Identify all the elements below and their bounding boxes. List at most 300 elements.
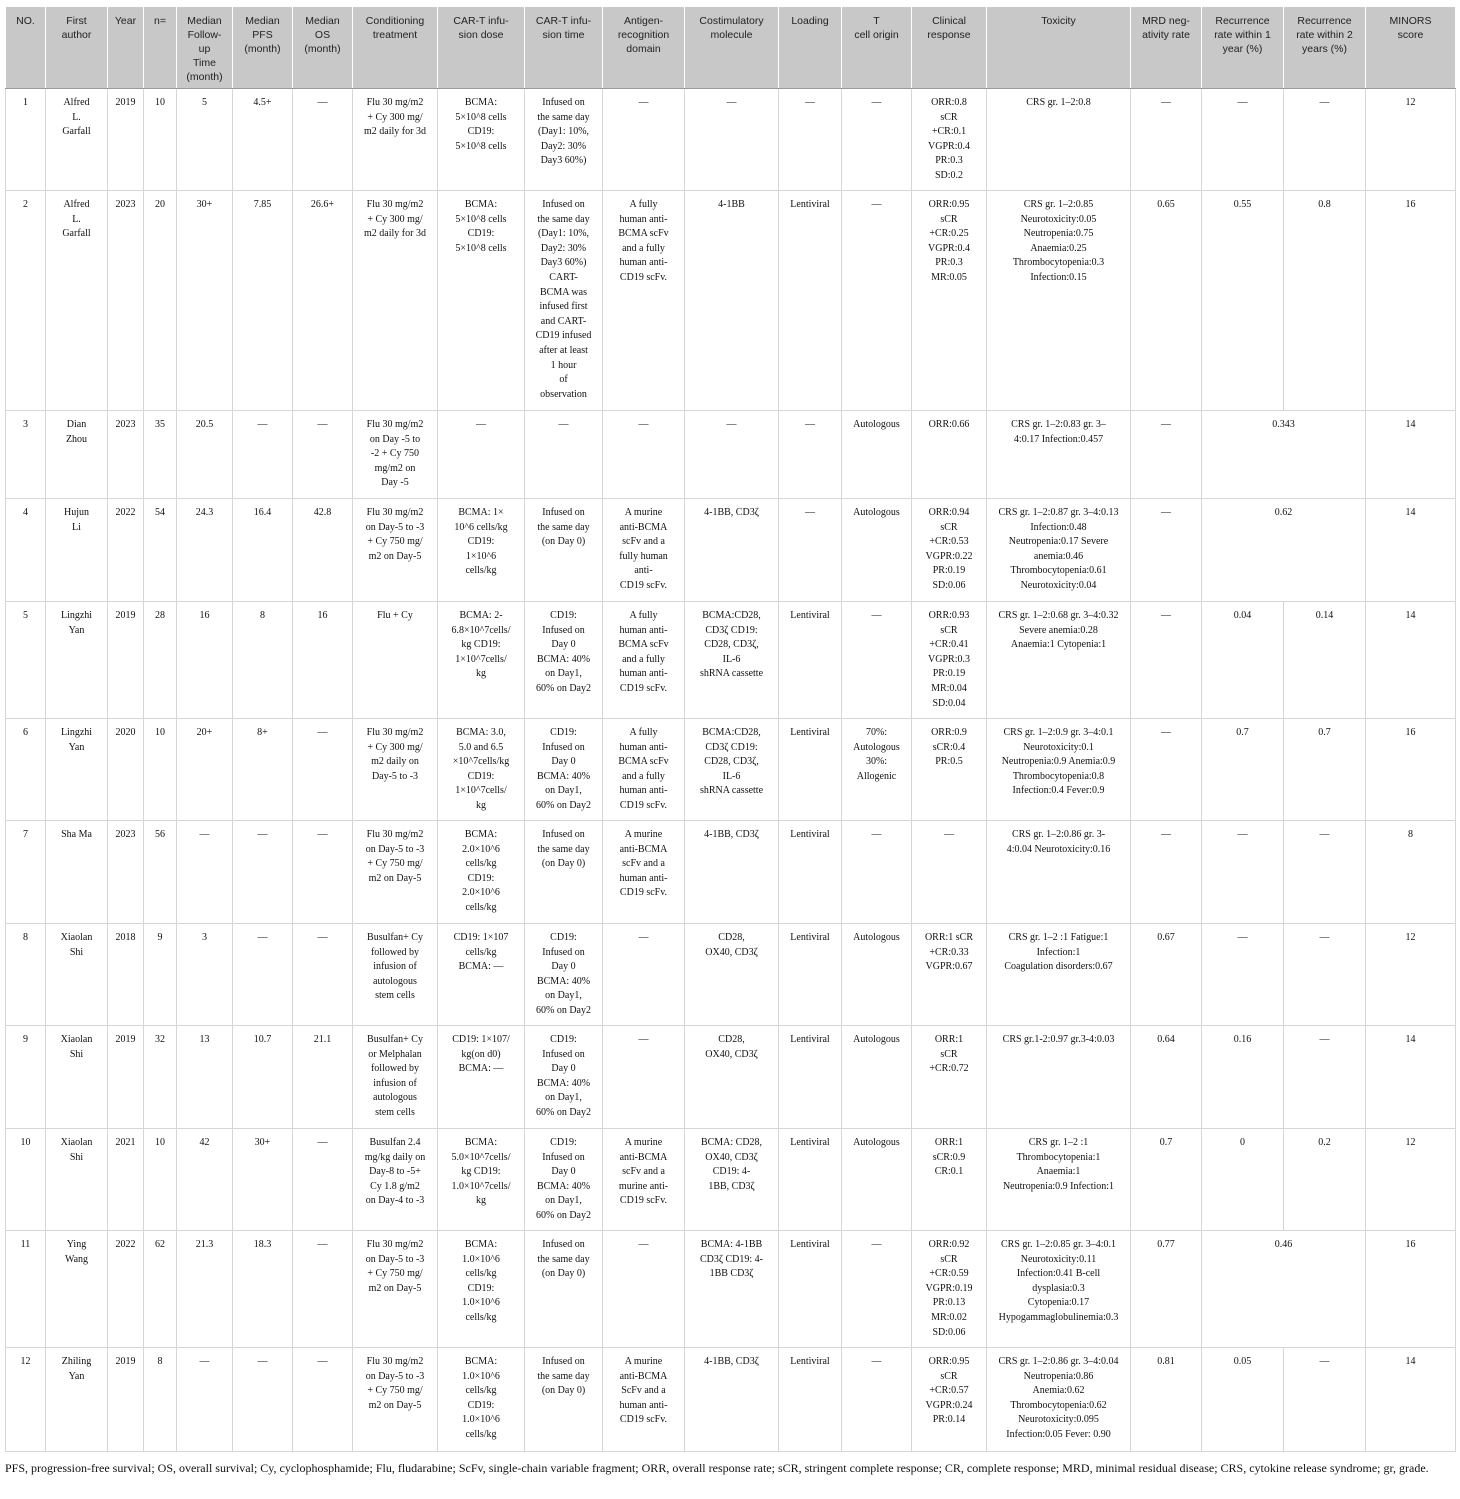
cell-line: Day2: 30% xyxy=(540,140,587,152)
cell-line: m2 daily on xyxy=(371,756,419,768)
cell-line: CD19: xyxy=(550,932,577,943)
column-header xyxy=(779,7,842,89)
cell-line: kg(on d0) xyxy=(461,1048,501,1060)
cell-line: CD3ζ CD19: 4- xyxy=(699,1253,764,1265)
cell-clinical-response xyxy=(912,89,987,191)
cell-n: 9 xyxy=(144,924,177,1026)
cell-line: VGPR:0.22 xyxy=(925,550,973,562)
cell-line: 1BB CD3ζ xyxy=(709,1268,754,1280)
cell-line: A fully xyxy=(629,610,658,621)
cell-line: human anti- xyxy=(619,872,668,884)
cell-line: sCR:0.4 xyxy=(932,741,966,753)
cell-line: cells/kg xyxy=(465,1385,497,1397)
cell-infusion-dose xyxy=(438,89,525,191)
cell-toxicity xyxy=(987,499,1131,602)
cell-first-author xyxy=(46,1129,108,1231)
cell-line: CD19: xyxy=(550,610,577,621)
cell-line: on Day-5 to -3 xyxy=(365,843,425,855)
column-header xyxy=(912,7,987,89)
cell-recurrence-2yr: — xyxy=(1284,1026,1366,1129)
cell-line: Anaemia:1 Cytopenia:1 xyxy=(1010,639,1107,651)
cell-toxicity xyxy=(987,602,1131,719)
cell-conditioning xyxy=(353,191,438,411)
cell-no: 1 xyxy=(6,89,46,191)
cell-toxicity xyxy=(987,1348,1131,1452)
cell-line: fully human xyxy=(619,550,668,562)
cell-conditioning xyxy=(353,89,438,191)
cell-line: OX40, CD3ζ xyxy=(705,1151,758,1163)
cell-line: Sha Ma xyxy=(61,829,92,840)
cell-recurrence-2yr: — xyxy=(1284,821,1366,924)
cell-line: Flu 30 mg/m2 xyxy=(366,419,424,430)
cell-line: ×10^7cells/kg xyxy=(452,756,510,768)
cell-line: sCR xyxy=(940,521,958,533)
cell-antigen-domain xyxy=(603,1026,685,1129)
cell-first-author xyxy=(46,1231,108,1348)
cell-line: CD19: xyxy=(467,1399,495,1411)
column-header xyxy=(525,7,603,89)
cell-first-author xyxy=(46,602,108,719)
cell-recurrence-merged: 0.62 xyxy=(1202,499,1366,602)
cell-line: VGPR:0.4 xyxy=(928,242,970,254)
table-row xyxy=(6,89,1456,191)
cell-median-follow-up: 3 xyxy=(177,924,233,1026)
cell-line: Flu + Cy xyxy=(377,610,413,621)
cell-median-pfs: 16.4 xyxy=(233,499,293,602)
cell-median-follow-up: 42 xyxy=(177,1129,233,1231)
cell-line: (Day1: 10%, xyxy=(537,126,590,138)
cell-no: 9 xyxy=(6,1026,46,1129)
table-row xyxy=(6,924,1456,1026)
cell-line: Neurotoxicity:0.04 xyxy=(1020,579,1097,591)
table-row xyxy=(6,1129,1456,1231)
cell-line: Infused on xyxy=(542,199,585,210)
cell-line: kg CD19: xyxy=(461,639,501,651)
cell-line: Thrombocytopenia:0.8 xyxy=(1012,770,1105,782)
column-header xyxy=(438,7,525,89)
column-header-line: T xyxy=(873,15,880,27)
cell-recurrence-merged: 0.343 xyxy=(1202,411,1366,499)
cell-line: BCMA: 2- xyxy=(459,610,503,621)
cell-line: Neurotoxicity:0.095 xyxy=(1018,1414,1099,1426)
cell-line: the same day xyxy=(537,843,590,855)
cell-line: Busulfan+ Cy xyxy=(367,1034,423,1045)
cell-line: IL-6 xyxy=(722,770,741,782)
cell-line: on Day1, xyxy=(545,1195,582,1207)
cell-line: CD3ζ CD19: xyxy=(705,741,758,753)
cell-line: 4-1BB, CD3ζ xyxy=(704,507,759,518)
cell-clinical-response xyxy=(912,1026,987,1129)
cell-line: infused first xyxy=(539,301,588,313)
table-body xyxy=(6,89,1456,1452)
column-header-line: MINORS xyxy=(1389,15,1432,27)
cell-t-cell-origin xyxy=(842,1231,912,1348)
cell-line: Yan xyxy=(68,624,85,636)
cell-line: — xyxy=(871,1356,882,1367)
cell-line: murine anti- xyxy=(618,1180,669,1192)
cell-year: 2019 xyxy=(108,1348,144,1452)
column-header-line: rate within 2 xyxy=(1296,29,1353,41)
cell-costimulatory xyxy=(685,1231,779,1348)
cell-loading: — xyxy=(779,499,842,602)
cell-year: 2022 xyxy=(108,1231,144,1348)
cell-line: CD19: xyxy=(550,1034,577,1045)
table-row xyxy=(6,1348,1456,1452)
cell-antigen-domain xyxy=(603,602,685,719)
cell-line: Busulfan+ Cy xyxy=(367,932,423,943)
cell-loading: — xyxy=(779,411,842,499)
cell-recurrence-1yr: 0.55 xyxy=(1202,191,1284,411)
cell-line: anti-BCMA xyxy=(619,521,668,533)
cell-line: BCMA scFv xyxy=(618,228,669,240)
cell-recurrence-2yr: 0.14 xyxy=(1284,602,1366,719)
cell-line: +CR:0.53 xyxy=(929,536,969,548)
cell-line: BCMA: xyxy=(464,829,498,840)
cell-line: Infused on xyxy=(542,1356,585,1367)
cell-line: Thrombocytopenia:0.3 xyxy=(1012,257,1105,269)
cell-median-follow-up: 30+ xyxy=(177,191,233,411)
cell-line: 5×10^8 cells xyxy=(455,140,507,152)
cell-line: ScFv and a xyxy=(621,1385,666,1397)
cell-line: Infection:0.05 Fever: 0.90 xyxy=(1006,1428,1111,1440)
cell-line: anemia:0.46 xyxy=(1033,550,1084,562)
cell-line: Neutropenia:0.9 Infection:1 xyxy=(1002,1180,1115,1192)
cell-clinical-response xyxy=(912,191,987,411)
cell-n: 56 xyxy=(144,821,177,924)
cell-line: cells/kg xyxy=(465,565,497,577)
cell-clinical-response xyxy=(912,1231,987,1348)
cell-infusion-dose xyxy=(438,1026,525,1129)
cell-line: A murine xyxy=(624,829,663,840)
cell-line: Neutropenia:0.75 xyxy=(1023,228,1094,240)
cell-line: — xyxy=(638,932,649,943)
column-header xyxy=(1202,7,1284,89)
cell-no: 4 xyxy=(6,499,46,602)
cell-minors-score: 16 xyxy=(1366,191,1456,411)
cell-infusion-time xyxy=(525,602,603,719)
cell-line: Cytopenia:0.17 xyxy=(1027,1297,1090,1309)
cell-line: 60% on Day2 xyxy=(536,1106,591,1118)
cell-no: 3 xyxy=(6,411,46,499)
table-row xyxy=(6,821,1456,924)
cell-first-author xyxy=(46,1348,108,1452)
cell-line: 1.0×10^7cells/ xyxy=(451,1180,511,1192)
cell-line: 4:0.17 Infection:0.457 xyxy=(1013,433,1104,445)
cell-line: CD28, xyxy=(718,1034,745,1045)
cell-line: (on Day 0) xyxy=(541,1385,586,1397)
cell-line: 1×10^7cells/ xyxy=(455,785,507,797)
cell-line: CD19: xyxy=(467,872,495,884)
cell-line: Anemia:0.62 xyxy=(1032,1385,1085,1397)
column-header xyxy=(353,7,438,89)
cell-median-os: — xyxy=(293,719,353,821)
cell-line: human anti- xyxy=(619,785,668,797)
column-header-line: Median xyxy=(187,15,222,27)
cell-line: Cy 1.8 g/m2 xyxy=(370,1180,420,1192)
cell-toxicity xyxy=(987,719,1131,821)
column-header-line: treatment xyxy=(372,29,418,41)
cell-year: 2019 xyxy=(108,89,144,191)
cell-line: the same day xyxy=(537,521,590,533)
column-header-line: Median xyxy=(245,15,280,27)
cell-line: (Day1: 10%, xyxy=(537,228,590,240)
column-header xyxy=(108,7,144,89)
cell-median-pfs: — xyxy=(233,411,293,499)
cell-line: CD19 scFv. xyxy=(619,682,668,694)
cell-line: VGPR:0.67 xyxy=(925,961,973,973)
cell-t-cell-origin xyxy=(842,821,912,924)
cell-line: CRS gr.1-2:0.97 gr.3-4:0.03 xyxy=(1002,1034,1115,1045)
cell-line: — xyxy=(638,97,649,108)
cell-line: BCMA: 1× xyxy=(458,507,504,518)
cell-line: Neutropenia:0.9 Anemia:0.9 xyxy=(1001,756,1116,768)
cell-recurrence-1yr: 0.05 xyxy=(1202,1348,1284,1452)
cell-line: — xyxy=(871,610,882,621)
column-header xyxy=(1131,7,1202,89)
cell-line: Infused on xyxy=(542,1151,585,1163)
cell-line: on Day-5 to -3 xyxy=(365,1253,425,1265)
cell-median-os: — xyxy=(293,1129,353,1231)
table-footnote: PFS, progression-free survival; OS, overall survival; Cy, cyclophosphamide; Flu, fludarabine; ScFv, single-chain variable fragment; ORR, overall response rate; sCR, stringent complete response; CR, complete response; MRD, minimal residual disease; CRS, cytokine release syndrome; gr, grade. xyxy=(5,1461,1429,1475)
cell-year: 2020 xyxy=(108,719,144,821)
table-row xyxy=(6,411,1456,499)
cell-line: SD:0.04 xyxy=(932,697,966,709)
cell-line: on Day-4 to -3 xyxy=(365,1195,425,1207)
cell-no: 12 xyxy=(6,1348,46,1452)
cell-line: BCMA: 40% xyxy=(536,975,591,987)
cell-line: CRS gr. 1–2:0.8 xyxy=(1026,97,1091,108)
cell-line: human anti- xyxy=(619,257,668,269)
cell-line: sCR xyxy=(940,213,958,225)
cell-line: +CR:0.25 xyxy=(929,228,969,240)
cell-line: sCR xyxy=(940,1370,958,1382)
column-header-line: sion time xyxy=(542,29,585,41)
cell-recurrence-2yr: — xyxy=(1284,1348,1366,1452)
cell-line: CD19: xyxy=(467,770,495,782)
cell-line: 5.0 and 6.5 xyxy=(458,741,504,753)
cell-median-pfs: 8 xyxy=(233,602,293,719)
cell-line: 1.0×10^6 xyxy=(462,1297,500,1309)
cell-line: Dian xyxy=(66,419,87,430)
cell-line: CD28, CD3ζ, xyxy=(704,639,759,651)
column-header-line: Loading xyxy=(791,15,829,27)
cell-line: Autologous xyxy=(853,932,900,943)
cell-line: CRS gr. 1–2:0.9 gr. 3–4:0.1 xyxy=(1003,727,1114,738)
cell-infusion-time xyxy=(525,821,603,924)
cell-costimulatory xyxy=(685,89,779,191)
cell-minors-score: 12 xyxy=(1366,89,1456,191)
cell-conditioning xyxy=(353,924,438,1026)
cell-no: 6 xyxy=(6,719,46,821)
cell-line: ORR:1 xyxy=(934,1137,964,1148)
cell-line: CD19: 4- xyxy=(712,1166,751,1178)
column-header-line: (month) xyxy=(304,43,341,55)
cell-infusion-dose xyxy=(438,924,525,1026)
cell-line: L. xyxy=(72,111,81,123)
cell-infusion-dose xyxy=(438,821,525,924)
cell-costimulatory xyxy=(685,191,779,411)
cell-line: Yan xyxy=(68,1370,85,1382)
column-header-line: response xyxy=(927,29,971,41)
cell-line: of xyxy=(559,374,568,386)
cell-median-os: — xyxy=(293,821,353,924)
column-header xyxy=(685,7,779,89)
cell-line: Infused on xyxy=(542,1239,585,1250)
cell-clinical-response xyxy=(912,411,987,499)
cell-line: the same day xyxy=(537,1253,590,1265)
column-header-line: Antigen- xyxy=(623,15,664,27)
cell-line: CD19 scFv. xyxy=(619,887,668,899)
cell-line: 1.0×10^6 xyxy=(462,1370,500,1382)
cell-line: PR:0.19 xyxy=(932,668,966,680)
column-header-line: sion dose xyxy=(458,29,504,41)
cell-line: (on Day 0) xyxy=(541,858,586,870)
cell-mrd-rate: 0.7 xyxy=(1131,1129,1202,1231)
cell-line: 1BB, CD3ζ xyxy=(708,1180,755,1192)
cell-infusion-dose xyxy=(438,1231,525,1348)
cell-line: on Day1, xyxy=(545,1092,582,1104)
cell-clinical-response xyxy=(912,719,987,821)
cell-line: A fully xyxy=(629,727,658,738)
cell-line: Anaemia:0.25 xyxy=(1030,242,1087,254)
column-header-line: Conditioning xyxy=(365,15,425,27)
cell-line: Infused on xyxy=(542,507,585,518)
cell-line: VGPR:0.24 xyxy=(925,1399,973,1411)
cell-no: 8 xyxy=(6,924,46,1026)
cell-mrd-rate: — xyxy=(1131,821,1202,924)
cell-line: 1.0×10^6 xyxy=(462,1414,500,1426)
cell-line: scFv and a xyxy=(622,1166,665,1178)
cell-line: MR:0.05 xyxy=(931,271,967,283)
cell-first-author xyxy=(46,89,108,191)
cell-toxicity xyxy=(987,1129,1131,1231)
cell-loading: Lentiviral xyxy=(779,719,842,821)
cell-n: 62 xyxy=(144,1231,177,1348)
cell-line: PR:0.3 xyxy=(935,155,963,167)
cell-line: CD19: xyxy=(550,1137,577,1148)
cell-line: 5×10^8 cells xyxy=(455,242,507,254)
cell-line: 60% on Day2 xyxy=(536,1209,591,1221)
column-header-line: NO. xyxy=(16,15,35,27)
cell-mrd-rate: — xyxy=(1131,411,1202,499)
cell-line: ORR:0.9 xyxy=(931,727,967,738)
cell-recurrence-2yr: 0.7 xyxy=(1284,719,1366,821)
cell-line: BCMA: xyxy=(464,199,498,210)
cell-first-author xyxy=(46,499,108,602)
cell-line: BCMA scFv xyxy=(618,639,669,651)
cell-line: BCMA: CD28, xyxy=(700,1137,763,1148)
cell-line: and a fully xyxy=(622,770,665,782)
cell-line: Allogenic xyxy=(856,770,897,782)
cell-line: CD19 scFv. xyxy=(619,1414,668,1426)
cell-line: cells/kg xyxy=(465,1268,497,1280)
cell-median-pfs: 7.85 xyxy=(233,191,293,411)
cell-line: Thrombocytopenia:1 xyxy=(1016,1151,1101,1163)
cell-line: SD:0.2 xyxy=(934,169,964,181)
cell-line: BCMA was xyxy=(540,286,587,298)
cell-line: kg CD19: xyxy=(461,1166,501,1178)
cell-line: BCMA: 3.0, xyxy=(456,727,506,738)
cell-median-pfs: 18.3 xyxy=(233,1231,293,1348)
cell-n: 32 xyxy=(144,1026,177,1129)
column-header-line: (month) xyxy=(244,43,281,55)
cell-line: observation xyxy=(540,388,587,400)
cell-infusion-dose xyxy=(438,191,525,411)
cell-recurrence-merged: 0.46 xyxy=(1202,1231,1366,1348)
cell-line: — xyxy=(871,829,882,840)
cell-median-follow-up: 20+ xyxy=(177,719,233,821)
cell-year: 2023 xyxy=(108,821,144,924)
column-header xyxy=(233,7,293,89)
cell-line: BCMA: xyxy=(464,97,498,108)
cell-n: 20 xyxy=(144,191,177,411)
cell-t-cell-origin xyxy=(842,1129,912,1231)
cell-infusion-time xyxy=(525,924,603,1026)
cell-line: the same day xyxy=(537,213,590,225)
cell-line: Autologous xyxy=(853,1137,900,1148)
cell-antigen-domain xyxy=(603,924,685,1026)
cell-infusion-dose xyxy=(438,719,525,821)
cell-line: Coagulation disorders:0.67 xyxy=(1004,961,1113,973)
cell-line: CRS gr. 1–2:0.85 xyxy=(1023,199,1094,210)
cell-line: kg xyxy=(476,668,486,680)
cell-line: A murine xyxy=(624,507,663,518)
cell-conditioning xyxy=(353,1026,438,1129)
cell-antigen-domain xyxy=(603,499,685,602)
cell-line: Day-5 to -3 xyxy=(371,770,419,782)
cell-median-os: — xyxy=(293,89,353,191)
table-row xyxy=(6,719,1456,821)
cell-line: m2 on Day-5 xyxy=(368,550,422,562)
cell-line: Day3 60%) xyxy=(540,257,587,269)
studies-table xyxy=(5,6,1456,1452)
cell-t-cell-origin xyxy=(842,924,912,1026)
cell-line: CR:0.1 xyxy=(934,1166,964,1178)
cell-line: Day 0 xyxy=(551,639,576,651)
cell-line: CD19 infused xyxy=(535,330,592,342)
cell-median-follow-up: — xyxy=(177,1348,233,1452)
cell-line: 4-1BB, CD3ζ xyxy=(704,829,759,840)
cell-line: (on Day 0) xyxy=(541,1268,586,1280)
cell-line: and CART- xyxy=(540,315,587,327)
cell-mrd-rate: — xyxy=(1131,499,1202,602)
cell-line: Garfall xyxy=(62,228,91,240)
cell-toxicity xyxy=(987,1231,1131,1348)
cell-line: + Cy 750 mg/ xyxy=(367,858,423,870)
cell-line: ORR:1 xyxy=(934,1034,964,1045)
cell-line: 1×10^6 xyxy=(465,550,497,562)
cell-infusion-dose xyxy=(438,499,525,602)
table-row xyxy=(6,1231,1456,1348)
cell-line: human anti- xyxy=(619,213,668,225)
cell-antigen-domain xyxy=(603,1129,685,1231)
cell-clinical-response xyxy=(912,1348,987,1452)
cell-minors-score: 16 xyxy=(1366,1231,1456,1348)
cell-antigen-domain xyxy=(603,719,685,821)
cell-median-follow-up: 5 xyxy=(177,89,233,191)
cell-line: 60% on Day2 xyxy=(536,1004,591,1016)
cell-n: 28 xyxy=(144,602,177,719)
cell-median-pfs: 4.5+ xyxy=(233,89,293,191)
cell-costimulatory xyxy=(685,924,779,1026)
cell-antigen-domain xyxy=(603,191,685,411)
cell-line: infusion of xyxy=(373,1077,417,1089)
cell-line: human anti- xyxy=(619,624,668,636)
cell-median-os: — xyxy=(293,1348,353,1452)
cell-antigen-domain xyxy=(603,89,685,191)
column-header-line: OS xyxy=(314,29,331,41)
cell-loading: Lentiviral xyxy=(779,821,842,924)
